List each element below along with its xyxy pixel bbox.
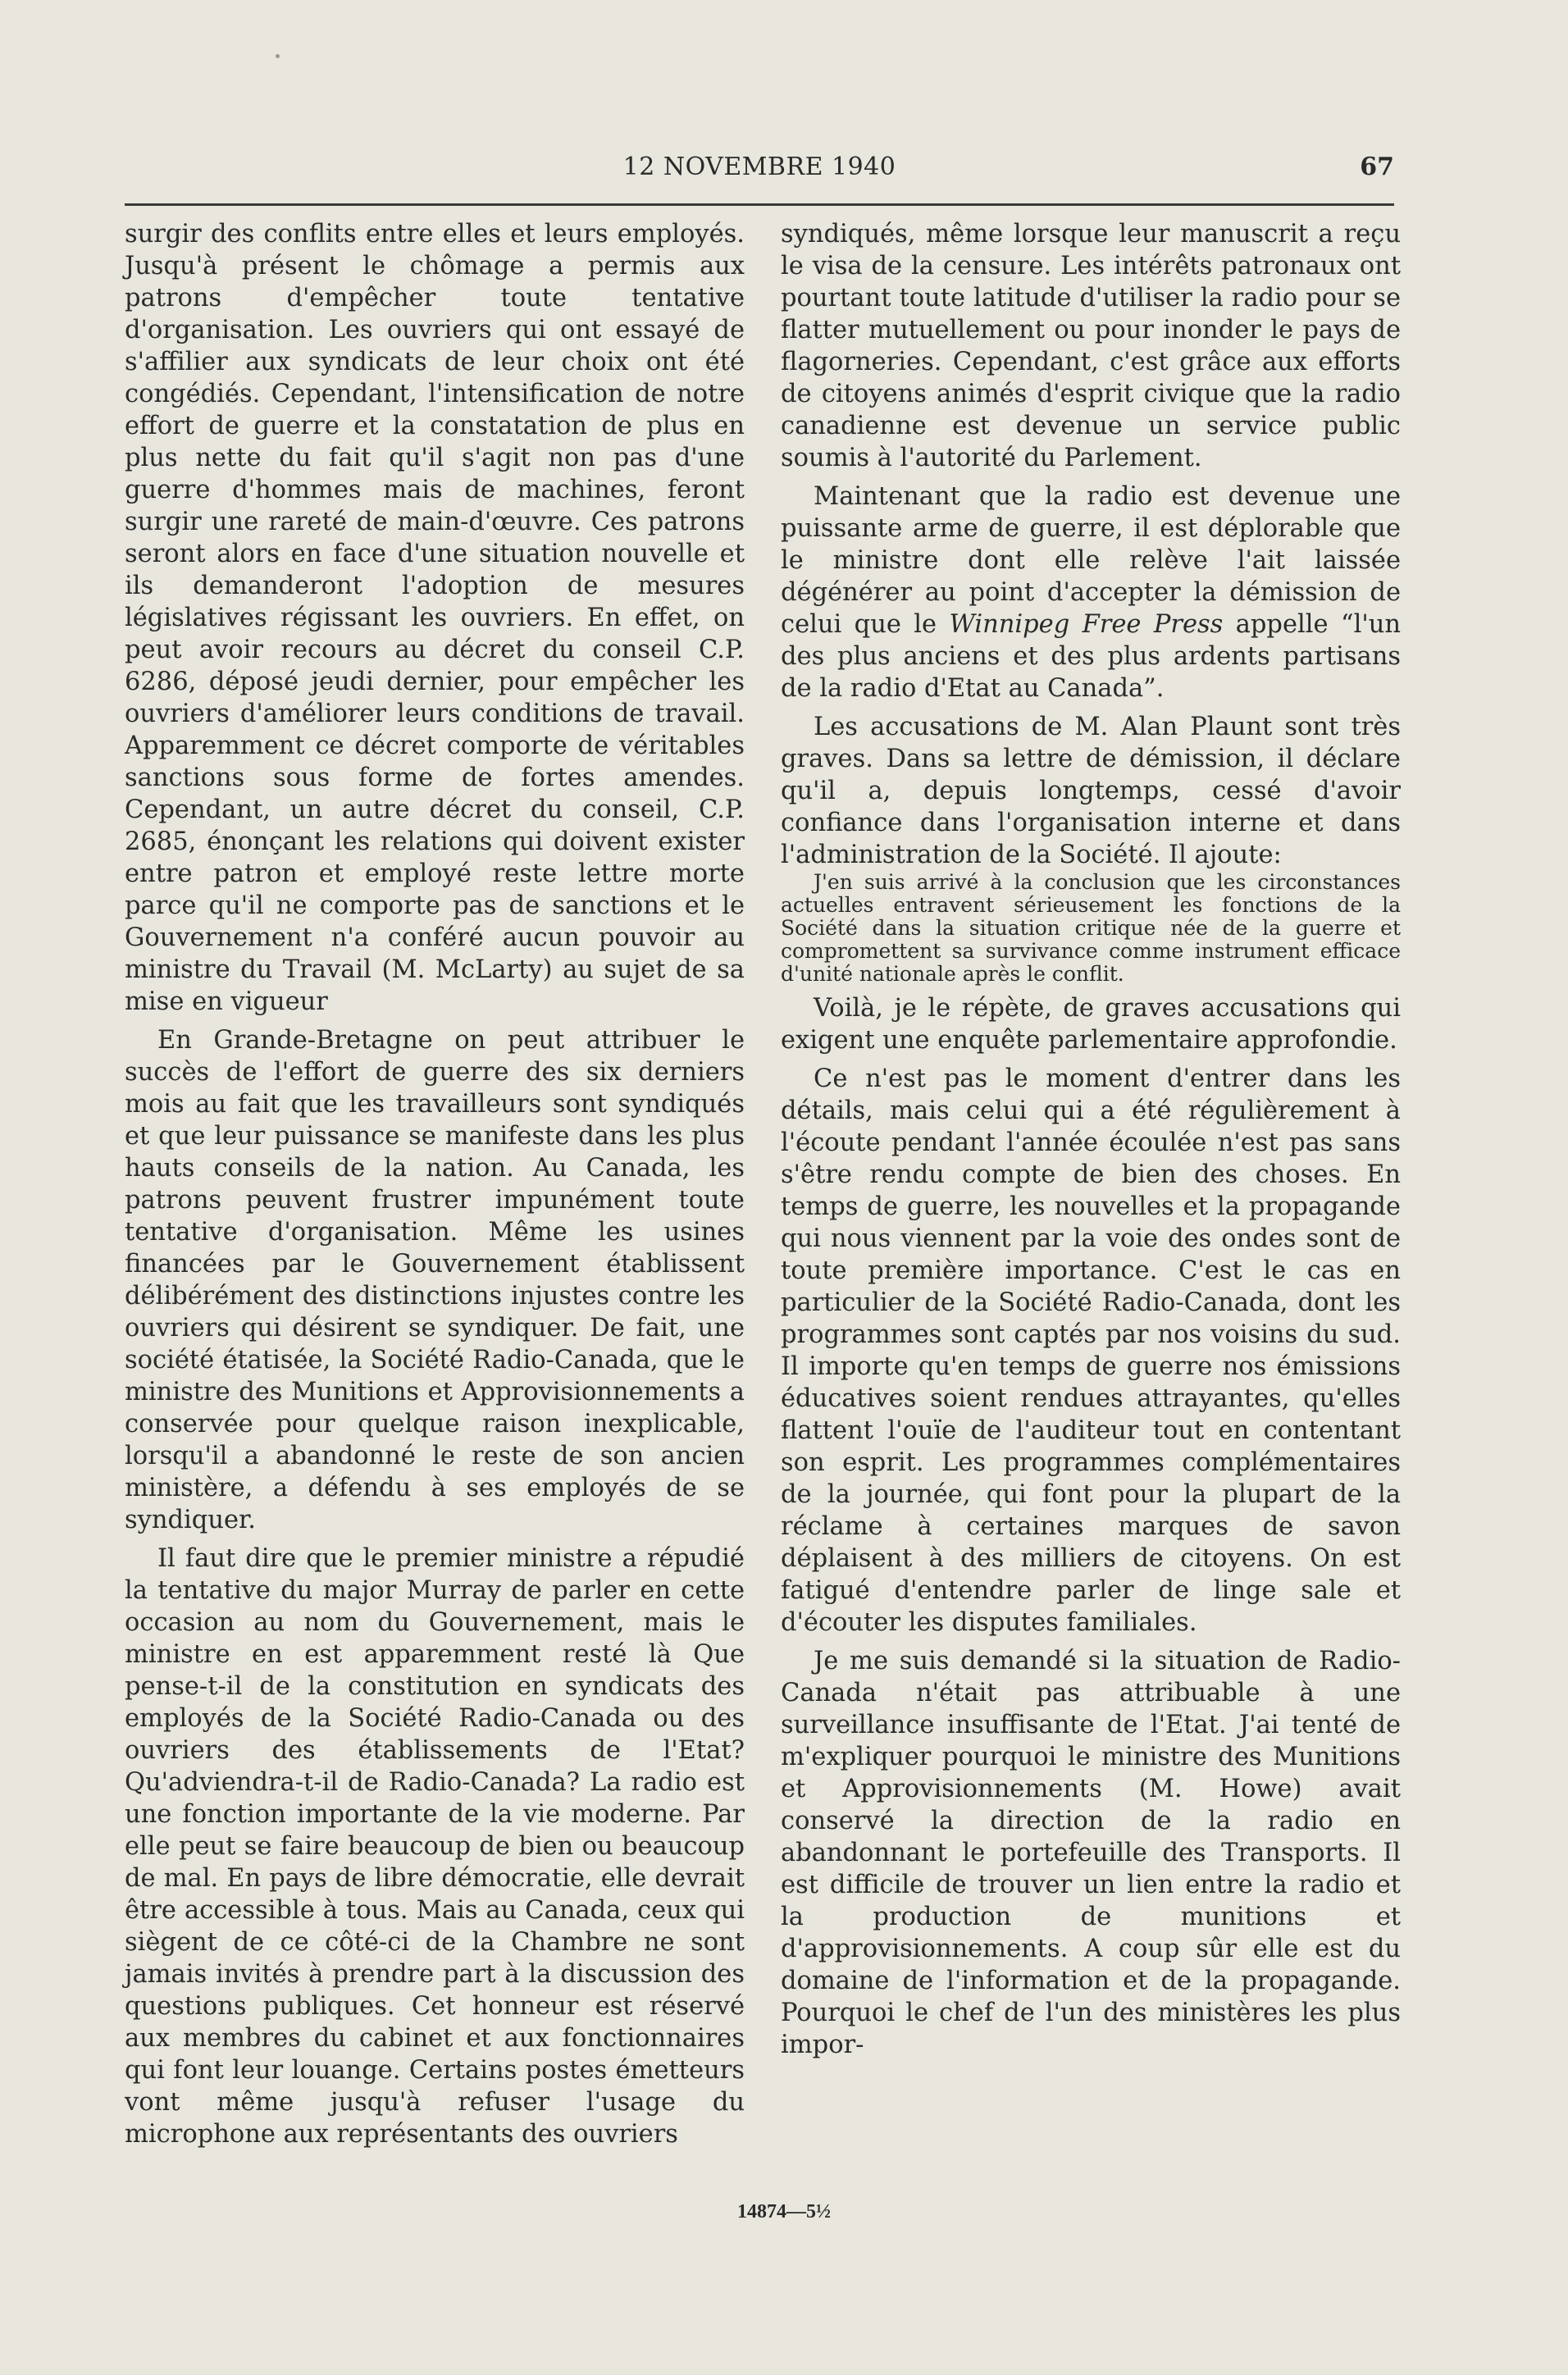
page-number: 67 — [1360, 153, 1394, 181]
header-date: 12 NOVEMBRE 1940 — [622, 153, 896, 181]
paper-speck — [276, 54, 280, 58]
right-paragraph-1: syndiqués, même lorsque leur manuscrit a reçu le visa de la censure. Les intérêts patronaux ont pourtant toute latitude d'utiliser la radio pour se flatter mutuellement ou pour inonder le pays de flagorneries. Cependant, c'est grâce aux efforts de citoyens animés d'esprit civique que la radio canadienne est devenue un service public soumis à l'autorité du Parlement. — [781, 220, 1401, 472]
left-paragraph-1: surgir des conflits entre elles et leurs employés. Jusqu'à présent le chômage a permis aux patrons d'empêcher toute tentative d'organisation. Les ouvriers qui ont essayé de s'affilier aux syndicats de leur choix ont été congédiés. Cependant, l'intensification de notre effort de guerre et la constatation de plus en plus nette du fait qu'il s'agit non pas d'une guerre d'hommes mais de machines, feront surgir une rareté de main-d'œuvre. Ces patrons seront alors en face d'une situation nouvelle et ils demanderont l'adoption de mesures législatives régissant les ouvriers. En effet, on peut avoir recours au décret du conseil C.P. 6286, déposé jeudi dernier, pour empêcher les ouvriers d'améliorer leurs conditions de travail. Apparemment ce décret comporte de véritables sanctions sous forme de fortes amendes. Cependant, un autre décret du conseil, C.P. 2685, énonçant les relations qui doivent exister entre patron et employé reste lettre morte parce qu'il ne comporte pas de sanctions et le Gouvernement n'a conféré aucun pouvoir au ministre du Travail (M. McLarty) au sujet de sa mise en vigueur — [125, 220, 745, 1016]
right-column — [781, 218, 1401, 2061]
page-header — [125, 144, 1394, 187]
left-paragraph-3: Il faut dire que le premier ministre a répudié la tentative du major Murray de parler en cette occasion au nom du Gouvernement, mais le ministre en est apparemment resté là Que pense-t-il de la constitution en syndicats des employés de la Société Radio-Canada ou des ouvriers des établissements de l'Etat? Qu'adviendra-t-il de Radio-Canada? La radio est une fonction importante de la vie moderne. Par elle peut se faire beaucoup de bien ou beaucoup de mal. En pays de libre démocratie, elle devrait être accessible à tous. Mais au Canada, ceux qui siègent de ce côté-ci de la Chambre ne sont jamais invités à prendre part à la discussion des questions publiques. Cet honneur est réservé aux membres du cabinet et aux fonctionnaires qui font leur louange. Certains postes émetteurs vont même jusqu'à refuser l'usage du microphone aux représentants des ouvriers — [125, 1544, 745, 2149]
right-paragraph-6: Je me suis demandé si la situation de Radio-Canada n'était pas attribuable à une surveillance insuffisante de l'Etat. J'ai tenté de m'expliquer pourquoi le ministre des Munitions et Approvisionnements (M. Howe) avait conservé la direction de la radio en abandonnant le portefeuille des Transports. Il est difficile de trouver un lien entre la radio et la production de munitions et d'approvisionnements. A coup sûr elle est du domaine de l'information et de la propagande. Pourquoi le chef de l'un des ministères les plus impor- — [781, 1647, 1401, 2059]
right-paragraph-2 — [781, 481, 1401, 704]
footer-code: 14874—5½ — [737, 2201, 831, 2222]
right-paragraph-4: Voilà, je le répète, de graves accusations qui exigent une enquête parlementaire approfondie. — [781, 994, 1401, 1055]
left-paragraph-2: En Grande-Bretagne on peut attribuer le succès de l'effort de guerre des six derniers mois au fait que les travailleurs sont syndiqués et que leur puissance se manifeste dans les plus hauts conseils de la nation. Au Canada, les patrons peuvent frustrer impunément toute tentative d'organisation. Même les usines financées par le Gouvernement établissent délibérément des distinctions injustes contre les ouvriers qui désirent se syndiquer. De fait, une société étatisée, la Société Radio-Canada, que le ministre des Munitions et Approvisionnements a conservée pour quelque raison inexplicable, lorsqu'il a abandonné le reste de son ancien ministère, a défendu à ses employés de se syndiquer. — [125, 1026, 745, 1534]
right-paragraph-2-start: Maintenant que la radio est devenue une puissante arme de guerre, il est déplorable que le ministre dont elle relève l'ait laissée dégénérer au point d'accepter la démission de celui que le — [781, 482, 1401, 639]
right-paragraph-2-end: appelle “l'un des plus anciens et des plus ardents partisans de la radio d'Etat au Canada”. — [781, 610, 1401, 703]
left-column — [125, 218, 745, 2150]
block-quote: J'en suis arrivé à la conclusion que les circonstances actuelles entravent sérieusement les fonctions de la Société dans la situation critique née de la guerre et compromettent sa survivance comme instrument efficace d'unité nationale après le conflit. — [781, 870, 1401, 986]
header-rule — [125, 203, 1394, 206]
right-paragraph-5: Ce n'est pas le moment d'entrer dans les détails, mais celui qui a été régulièrement à l'écoute pendant l'année écoulée n'est pas sans s'être rendu compte de bien des choses. En temps de guerre, les nouvelles et la propagande qui nous viennent par la voie des ondes sont de toute première importance. C'est le cas en particulier de la Société Radio-Canada, dont les programmes sont captés par nos voisins du sud. Il importe qu'en temps de guerre nos émissions éducatives soient rendues attrayantes, qu'elles flattent l'ouïe de l'auditeur tout en contentant son esprit. Les programmes complémentaires de la journée, qui font pour la plupart de la réclame à certaines marques de savon déplaisent à des milliers de citoyens. On est fatigué d'entendre parler de linge sale et d'écouter les disputes familiales. — [781, 1064, 1401, 1637]
right-paragraph-3: Les accusations de M. Alan Plaunt sont très graves. Dans sa lettre de démission, il déclare qu'il a, depuis longtemps, cessé d'avoir confiance dans l'organisation interne et dans l'administration de la Société. Il ajoute: — [781, 713, 1401, 869]
newspaper-title: Winnipeg Free Press — [949, 610, 1224, 639]
